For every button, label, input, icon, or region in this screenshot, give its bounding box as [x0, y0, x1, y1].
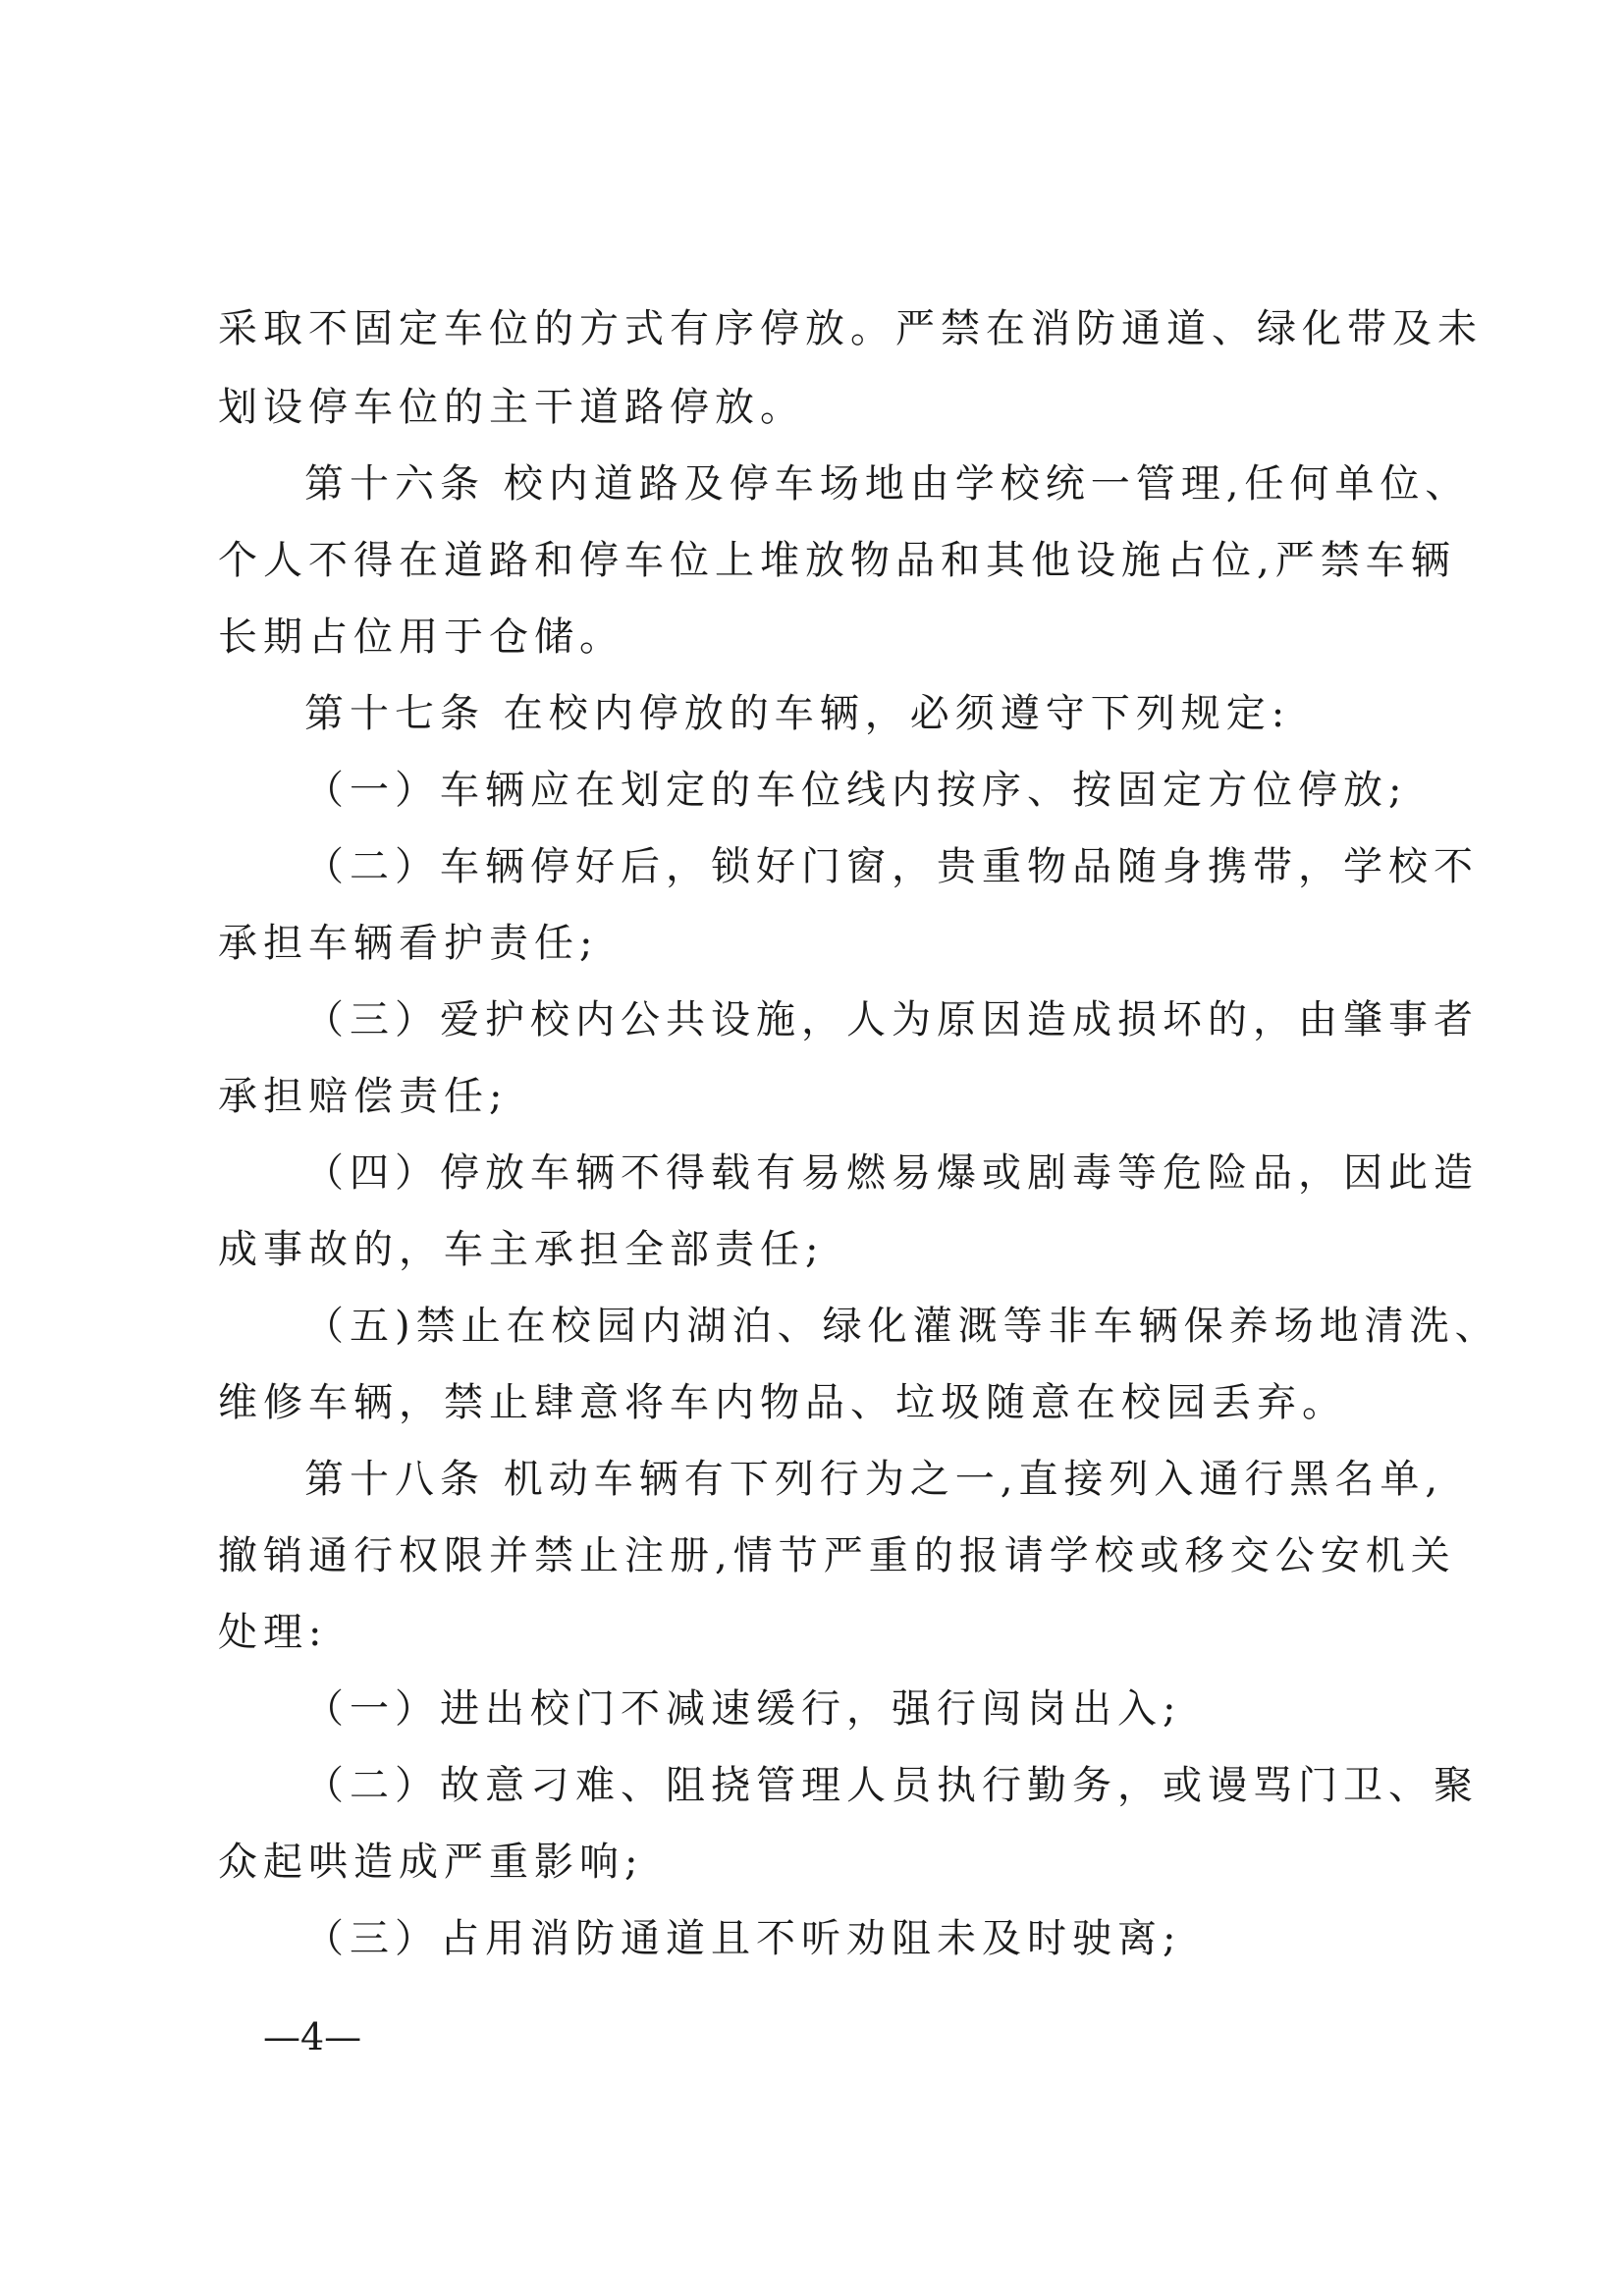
- list-item: （四）停放车辆不得载有易燃易爆或剧毒等危险品，因此造: [304, 1150, 1479, 1196]
- article-17-heading-line: 第十七条 在校内停放的车辆，必须遵守下列规定:: [304, 691, 1291, 736]
- text-line: 成事故的，车主承担全部责任;: [218, 1227, 825, 1272]
- text-line: 撤销通行权限并禁止注册,情节严重的报请学校或移交公安机关: [218, 1533, 1456, 1578]
- article-18-heading-line: 第十八条 机动车辆有下列行为之一,直接列入通行黑名单,: [304, 1457, 1444, 1502]
- text-line: 采取不固定车位的方式有序停放。严禁在消防通道、绿化带及未: [218, 306, 1483, 351]
- article-16-heading-line: 第十六条 校内道路及停车场地由学校统一管理,任何单位、: [304, 461, 1471, 507]
- text-line: 长期占位用于仓储。: [218, 614, 624, 660]
- text-line: 维修车辆，禁止肆意将车内物品、垃圾随意在校园丢弃。: [218, 1380, 1347, 1425]
- text-line: 众起哄造成严重影响;: [218, 1840, 644, 1885]
- text-line: 个人不得在道路和停车位上堆放物品和其他设施占位,严禁车辆: [218, 538, 1456, 583]
- list-item: （五)禁止在校园内湖泊、绿化灌溉等非车辆保养场地清洗、: [304, 1304, 1500, 1349]
- text-line: 承担赔偿责任;: [218, 1074, 509, 1119]
- page-number: —4—: [263, 2015, 362, 2058]
- text-line: 承担车辆看护责任;: [218, 921, 599, 966]
- list-item: （二）车辆停好后，锁好门窗，贵重物品随身携带，学校不: [304, 844, 1479, 889]
- list-item: （三）占用消防通道且不听劝阻未及时驶离;: [304, 1916, 1182, 1961]
- list-item: （二）故意刁难、阻挠管理人员执行勤务，或谩骂门卫、聚: [304, 1763, 1479, 1808]
- list-item: （一）车辆应在划定的车位线内按序、按固定方位停放;: [304, 768, 1408, 813]
- list-item: （一）进出校门不减速缓行，强行闯岗出入;: [304, 1686, 1182, 1732]
- text-line: 处理:: [218, 1610, 328, 1655]
- list-item: （三）爱护校内公共设施，人为原因造成损坏的，由肇事者: [304, 997, 1479, 1042]
- text-line: 划设停车位的主干道路停放。: [218, 385, 805, 430]
